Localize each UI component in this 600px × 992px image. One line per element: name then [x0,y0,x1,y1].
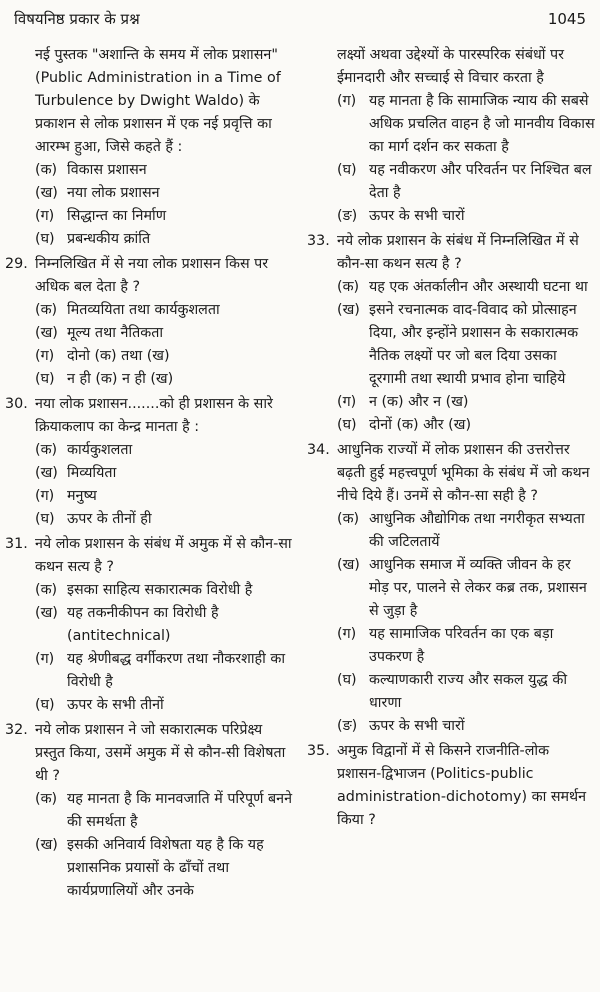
option-label: (क) [35,791,58,807]
question-number: 31. [5,536,28,552]
option-text: कल्याणकारी राज्य और सकल युद्ध की धारणा [369,672,568,711]
question-number: 29. [5,256,28,272]
option-label: (ख) [337,302,360,318]
option-label: (ख) [35,837,58,853]
question-number: 34. [307,442,330,458]
page-number: 1045 [547,10,586,28]
option-text: ऊपर के सभी तीनों [67,697,164,713]
option-text: न ही (क) न ही (ख) [67,371,174,387]
section-title: विषयनिष्ठ प्रकार के प्रश्न [14,10,140,28]
question-text: 32. नये लोक प्रशासन ने जो सकारात्मक परिप्रेक्ष्य प्रस्तुत किया, उसमें अमुक में से कौन-सी विशेषता थी ? [5,719,295,788]
option-label: (घ) [35,371,55,387]
option-text: यह मानता है कि सामाजिक न्याय की सबसे अधिक प्रचलित वाहन है जो मानवीय विकास का मार्ग दर्शन कर सकता है [369,93,595,155]
continuation-options [5,159,295,251]
option-item [35,182,295,205]
option-label: (ग) [35,348,55,364]
option-item [337,299,595,391]
question-30 [5,393,295,531]
option-text: न (क) और न (ख) [369,394,469,410]
option-label: (ग) [337,93,357,109]
option-text: इसने रचनात्मक वाद-विवाद को प्रोत्साहन दिया, और इन्होंने प्रशासन के सकारात्मक नैतिक लक्ष्यों पर जो बल दिया उसका दूरगामी तथा स्थायी प्रभाव होना चाहिये [369,302,579,387]
option-item [337,159,595,205]
option-label: (ङ) [337,718,358,734]
question-continuation: नई पुस्तक "अशान्ति के समय में लोक प्रशासन" (Public Administration in a Time of Turbulence by Dwight Waldo) के प्रकाशन से लोक प्रशासन में एक नई प्रवृत्ति का आरम्भ हुआ, जिसे कहते हैं : [35,47,281,155]
option-text: नया लोक प्रशासन [67,185,160,201]
option-text: यह तकनीकीपन का विरोधी है (antitechnical) [67,605,219,644]
option-label: (घ) [337,672,357,688]
option-item [337,623,595,669]
option-text: इसका साहित्य सकारात्मक विरोधी है [67,582,253,598]
option-item [35,345,295,368]
continuation-options [307,90,595,228]
option-label: (क) [337,279,360,295]
option-text: सिद्धान्त का निर्माण [67,208,167,224]
option-item [35,788,295,834]
question-32 [5,719,295,903]
options [5,299,295,391]
question-29 [5,253,295,391]
question-text: 33. नये लोक प्रशासन के संबंध में निम्नलिखित में से कौन-सा कथन सत्य है ? [307,230,595,276]
option-item [35,602,295,648]
option-label: (ग) [337,626,357,642]
option-label: (घ) [35,511,55,527]
option-item [337,276,595,299]
option-label: (ग) [35,651,55,667]
question-31 [5,533,295,717]
option-item [35,648,295,694]
option-label: (ख) [35,325,58,341]
question-33 [307,230,595,437]
option-item [337,391,595,414]
question-35 [307,740,595,832]
option-label: (क) [35,442,58,458]
option-item [35,439,295,462]
options [5,579,295,717]
option-label: (ख) [35,185,58,201]
option-text: इसकी अनिवार्य विशेषता यह है कि यह प्रशासनिक प्रयासों के ढाँचों तथा कार्यप्रणालियों और उनके [67,837,264,899]
option-item [337,90,595,159]
option-label: (ग) [35,208,55,224]
option-item [35,322,295,345]
option-item [35,228,295,251]
option-item [35,159,295,182]
option-item [35,299,295,322]
option-text: ऊपर के तीनों ही [67,511,152,527]
option-item [35,508,295,531]
option-text: यह मानता है कि मानवजाति में परिपूर्ण बनने की समर्थता है [67,791,293,830]
option-item [35,579,295,602]
option-text: आधुनिक समाज में व्यक्ति जीवन के हर मोड़ पर, पालने से लेकर कब्र तक, प्रशासन से जुड़ा है [369,557,587,619]
option-text: दोनों (क) और (ख) [369,417,472,433]
option-label: (क) [35,582,58,598]
option-label: (ख) [337,557,360,573]
option-text: मूल्य तथा नैतिकता [67,325,164,341]
options [5,788,295,903]
option-item [35,205,295,228]
option-text: ऊपर के सभी चारों [369,208,465,224]
option-label: (क) [337,511,360,527]
option-item [35,834,295,903]
question-text: 31. नये लोक प्रशासन के संबंध में अमुक में से कौन-सा कथन सत्य है ? [5,533,295,579]
question-number: 32. [5,722,28,738]
option-text: कार्यकुशलता [67,442,133,458]
option-item [337,205,595,228]
option-text: यह सामाजिक परिवर्तन का एक बड़ा उपकरण है [369,626,554,665]
option-label: (ख) [35,605,58,621]
option-text: मनुष्य [67,488,97,504]
option-text: यह एक अंतर्कालीन और अस्थायी घटना था [369,279,588,295]
option-item [337,414,595,437]
option-item [337,669,595,715]
option-text: दोनो (क) तथा (ख) [67,348,170,364]
option-item [337,508,595,554]
question-number: 30. [5,396,28,412]
option-text: ऊपर के सभी चारों [369,718,465,734]
option-label: (क) [35,162,58,178]
option-text: विकास प्रशासन [67,162,147,178]
option-item [35,368,295,391]
option-label: (क) [35,302,58,318]
option-label: (घ) [337,417,357,433]
question-continuation: लक्ष्यों अथवा उद्देश्यों के पारस्परिक संबंधों पर ईमानदारी और सच्चाई से विचार करता है [337,47,565,86]
option-label: (ग) [337,394,357,410]
option-item [337,554,595,623]
options [5,439,295,531]
options [307,508,595,738]
question-text: 34. आधुनिक राज्यों में लोक प्रशासन की उत्तरोत्तर बढ़ती हुई महत्त्वपूर्ण भूमिका के संबंध में जो कथन नीचे दिये हैं। उनमें से कौन-सा सही है ? [307,439,595,508]
option-label: (ख) [35,465,58,481]
option-text: मितव्ययिता तथा कार्यकुशलता [67,302,220,318]
page-header [0,0,600,44]
option-text: यह नवीकरण और परिवर्तन पर निश्चित बल देता है [369,162,592,201]
question-number: 35. [307,743,330,759]
options [307,276,595,437]
option-item [337,715,595,738]
option-item [35,694,295,717]
option-text: यह श्रेणीबद्ध वर्गीकरण तथा नौकरशाही का विरोधी है [67,651,286,690]
option-label: (घ) [337,162,357,178]
question-number: 33. [307,233,330,249]
option-text: प्रबन्धकीय क्रांति [67,231,151,247]
option-item [35,485,295,508]
question-34 [307,439,595,738]
option-item [35,462,295,485]
right-column [307,44,595,832]
option-label: (घ) [35,231,55,247]
option-label: (ङ) [337,208,358,224]
question-text: 30. नया लोक प्रशासन.......को ही प्रशासन के सारे क्रियाकलाप का केन्द्र मानता है : [5,393,295,439]
option-label: (ग) [35,488,55,504]
option-label: (घ) [35,697,55,713]
option-text: मिव्ययिता [67,465,117,481]
question-text: 35. अमुक विद्वानों में से किसने राजनीति-लोक प्रशासन-द्विभाजन (Politics-public administration-dichotomy) का समर्थन किया ? [307,740,595,832]
left-column [5,44,295,903]
option-text: आधुनिक औद्योगिक तथा नगरीकृत सभ्यता की जटिलतायें [369,511,585,550]
question-text: 29. निम्नलिखित में से नया लोक प्रशासन किस पर अधिक बल देता है ? [5,253,295,299]
